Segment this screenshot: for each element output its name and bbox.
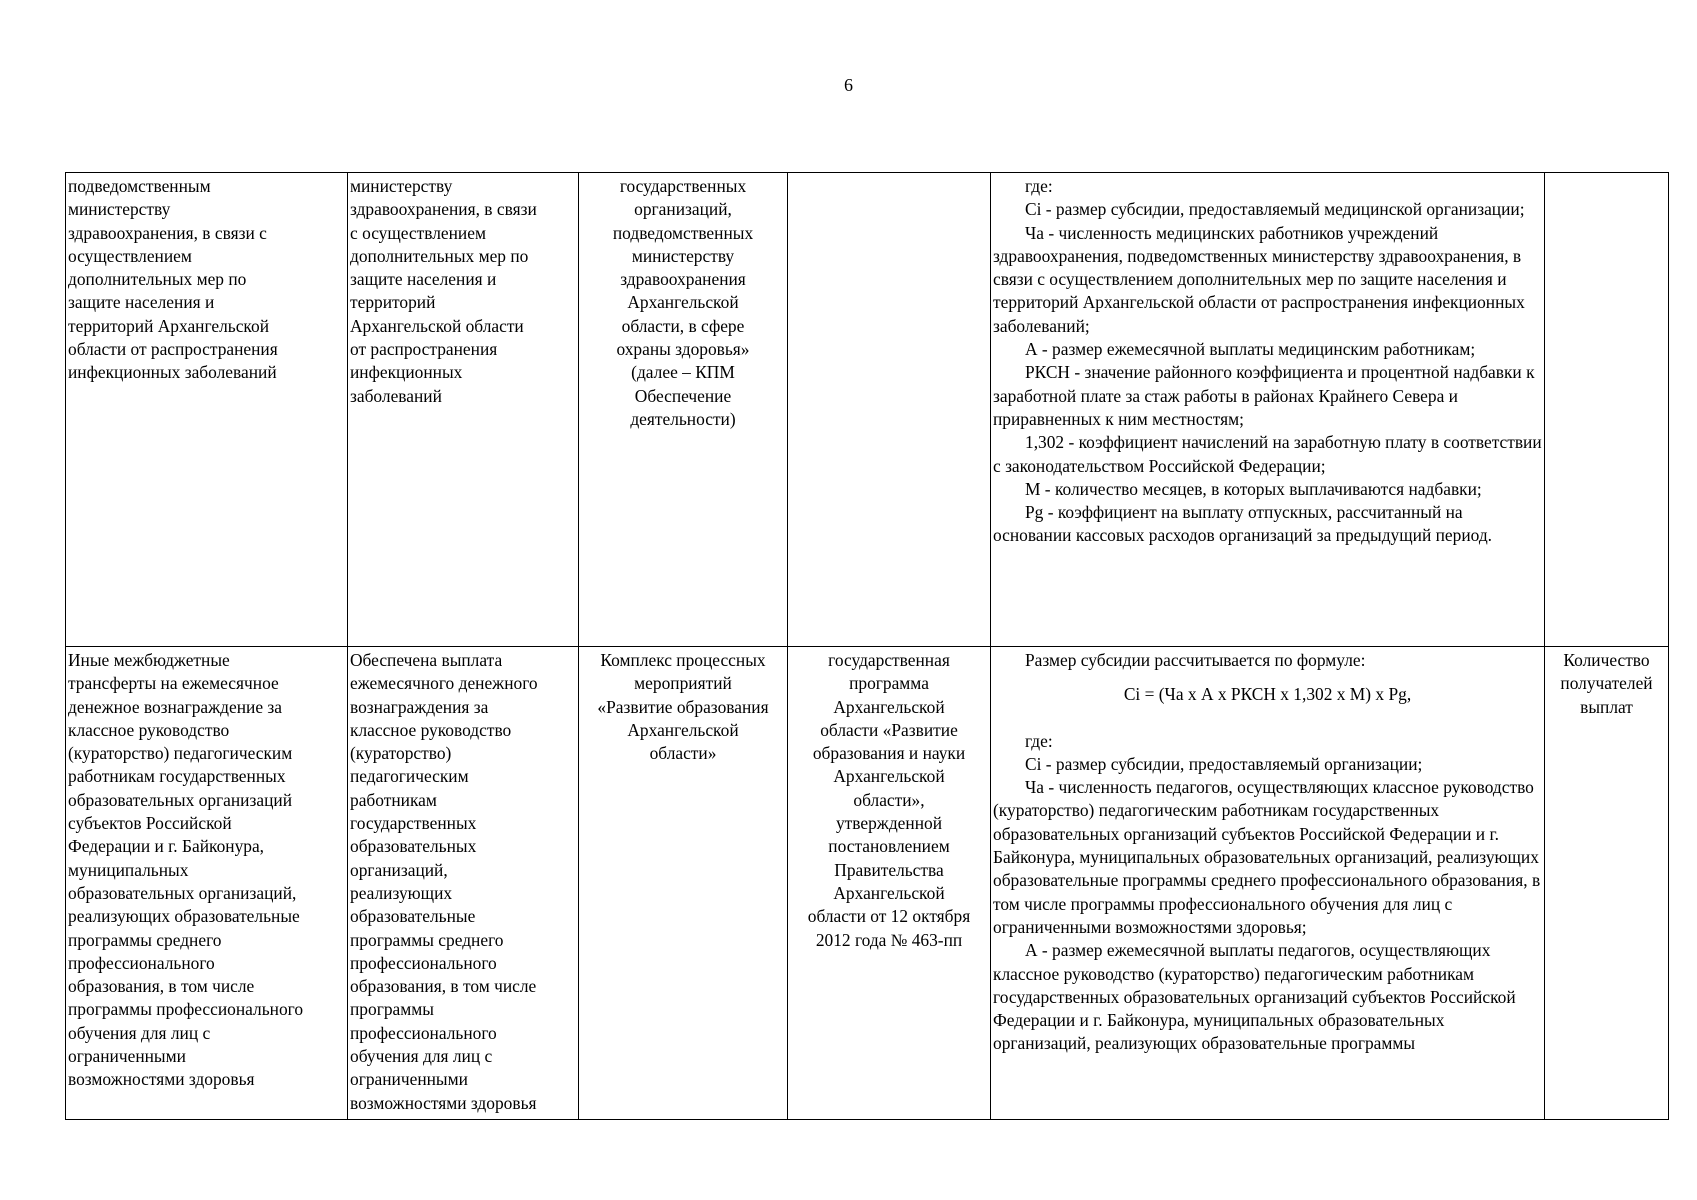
table-cell-structural-element: Комплекс процессных мероприятий «Развитие образования Архангельской области» [579,647,788,1120]
table-cell-program [788,173,991,647]
table-cell-result: министерству здравоохранения, в связи с осуществлением дополнительных мер по защите населения и территорий Архангельской области от распространения инфекционных заболеваний [348,173,579,647]
formula-paragraph: А - размер ежемесячной выплаты медицинским работникам; [1025,339,1476,360]
formula-intro: Размер субсидии рассчитывается по формуле: [1025,650,1366,670]
table-cell-calculation [991,173,1545,647]
formula-paragraph: где: [1025,176,1053,196]
table-cell-indicator: Количество получателей выплат [1545,647,1669,1120]
table-cell-calculation [991,647,1545,1120]
formula-paragraph: РКСН - значение районного коэффициента и процентной надбавки к заработной плате за стаж работы в районах Крайнего Севера и приравненных к ним местностям; [993,362,1535,429]
table-cell-structural-element: государственных организаций, подведомственных министерству здравоохранения Архангельской области, в сфере охраны здоровья» (далее – КПМ Обеспечение деятельности) [579,173,788,647]
formula-paragraph: М - количество месяцев, в которых выплачиваются надбавки; [1025,478,1482,499]
formula-paragraph: где: [1025,730,1053,751]
table-cell-result: Обеспечена выплата ежемесячного денежного вознаграждения за классное руководство (кураторство) педагогическим работникам государственных образовательных организаций, реализующих образовательные программы среднего профессионального образования, в том числе программы профессионального обучения для лиц с ограниченными возможностями здоровья [348,647,579,1120]
table-cell-indicator [1545,173,1669,647]
table-row [66,647,1669,1120]
formula-paragraph: Ci - размер субсидии, предоставляемый медицинской организации; [1025,199,1525,220]
table-cell-name: Иные межбюджетные трансферты на ежемесячное денежное вознаграждение за классное руководство (кураторство) педагогическим работникам государственных образовательных организаций субъектов Российской Федерации и г. Байконура, муниципальных образовательных организаций, реализующих образовательные программы среднего профессионального образования, в том числе программы профессионального обучения для лиц с ограниченными возможностями здоровья [66,647,348,1120]
table-cell-program: государственная программа Архангельской области «Развитие образования и науки Архангельской области», утвержденной постановлением Правительства Архангельской области от 12 октября 2012 года № 463-пп [788,647,991,1120]
table-row [66,173,1669,647]
formula-paragraph: А - размер ежемесячной выплаты педагогов, осуществляющих классное руководство (кураторство) педагогическим работникам государственных образовательных организаций субъектов Российской Федерации и г. Байконура, муниципальных образовательных организаций, реализующих образовательные программы [993,940,1516,1054]
formula-paragraph: Ча - численность педагогов, осуществляющих классное руководство (кураторство) педагогическим работникам государственных образовательных организаций субъектов Российской Федерации и г. Байконура, муниципальных образовательных организаций, реализующих образовательные программы среднего профессионального образования, в том числе программы профессионального обучения для лиц с ограниченными возможностями здоровья; [993,777,1541,937]
formula-paragraph: 1,302 - коэффициент начислений на заработную плату в соответствии с законодательством Российской Федерации; [993,432,1542,476]
page-number: 6 [844,75,853,95]
formula-paragraph: Ci - размер субсидии, предоставляемый организации; [1025,753,1423,774]
subsidy-table [65,172,1669,1120]
formula: Ci = (Ча х А х РКСН х 1,302 х М) х Pg, [1123,684,1412,705]
table-cell-name: подведомственным министерству здравоохранения, в связи с осуществлением дополнительных мер по защите населения и территорий Архангельской области от распространения инфекционных заболеваний [66,173,348,647]
formula-paragraph: Ча - численность медицинских работников учреждений здравоохранения, подведомственных министерству здравоохранения, в связи с осуществлением дополнительных мер по защите населения и территорий Архангельской области от распространения инфекционных заболеваний; [993,222,1525,336]
formula-paragraph: Pg - коэффициент на выплату отпускных, рассчитанный на основании кассовых расходов организаций за предыдущий период. [993,502,1493,546]
